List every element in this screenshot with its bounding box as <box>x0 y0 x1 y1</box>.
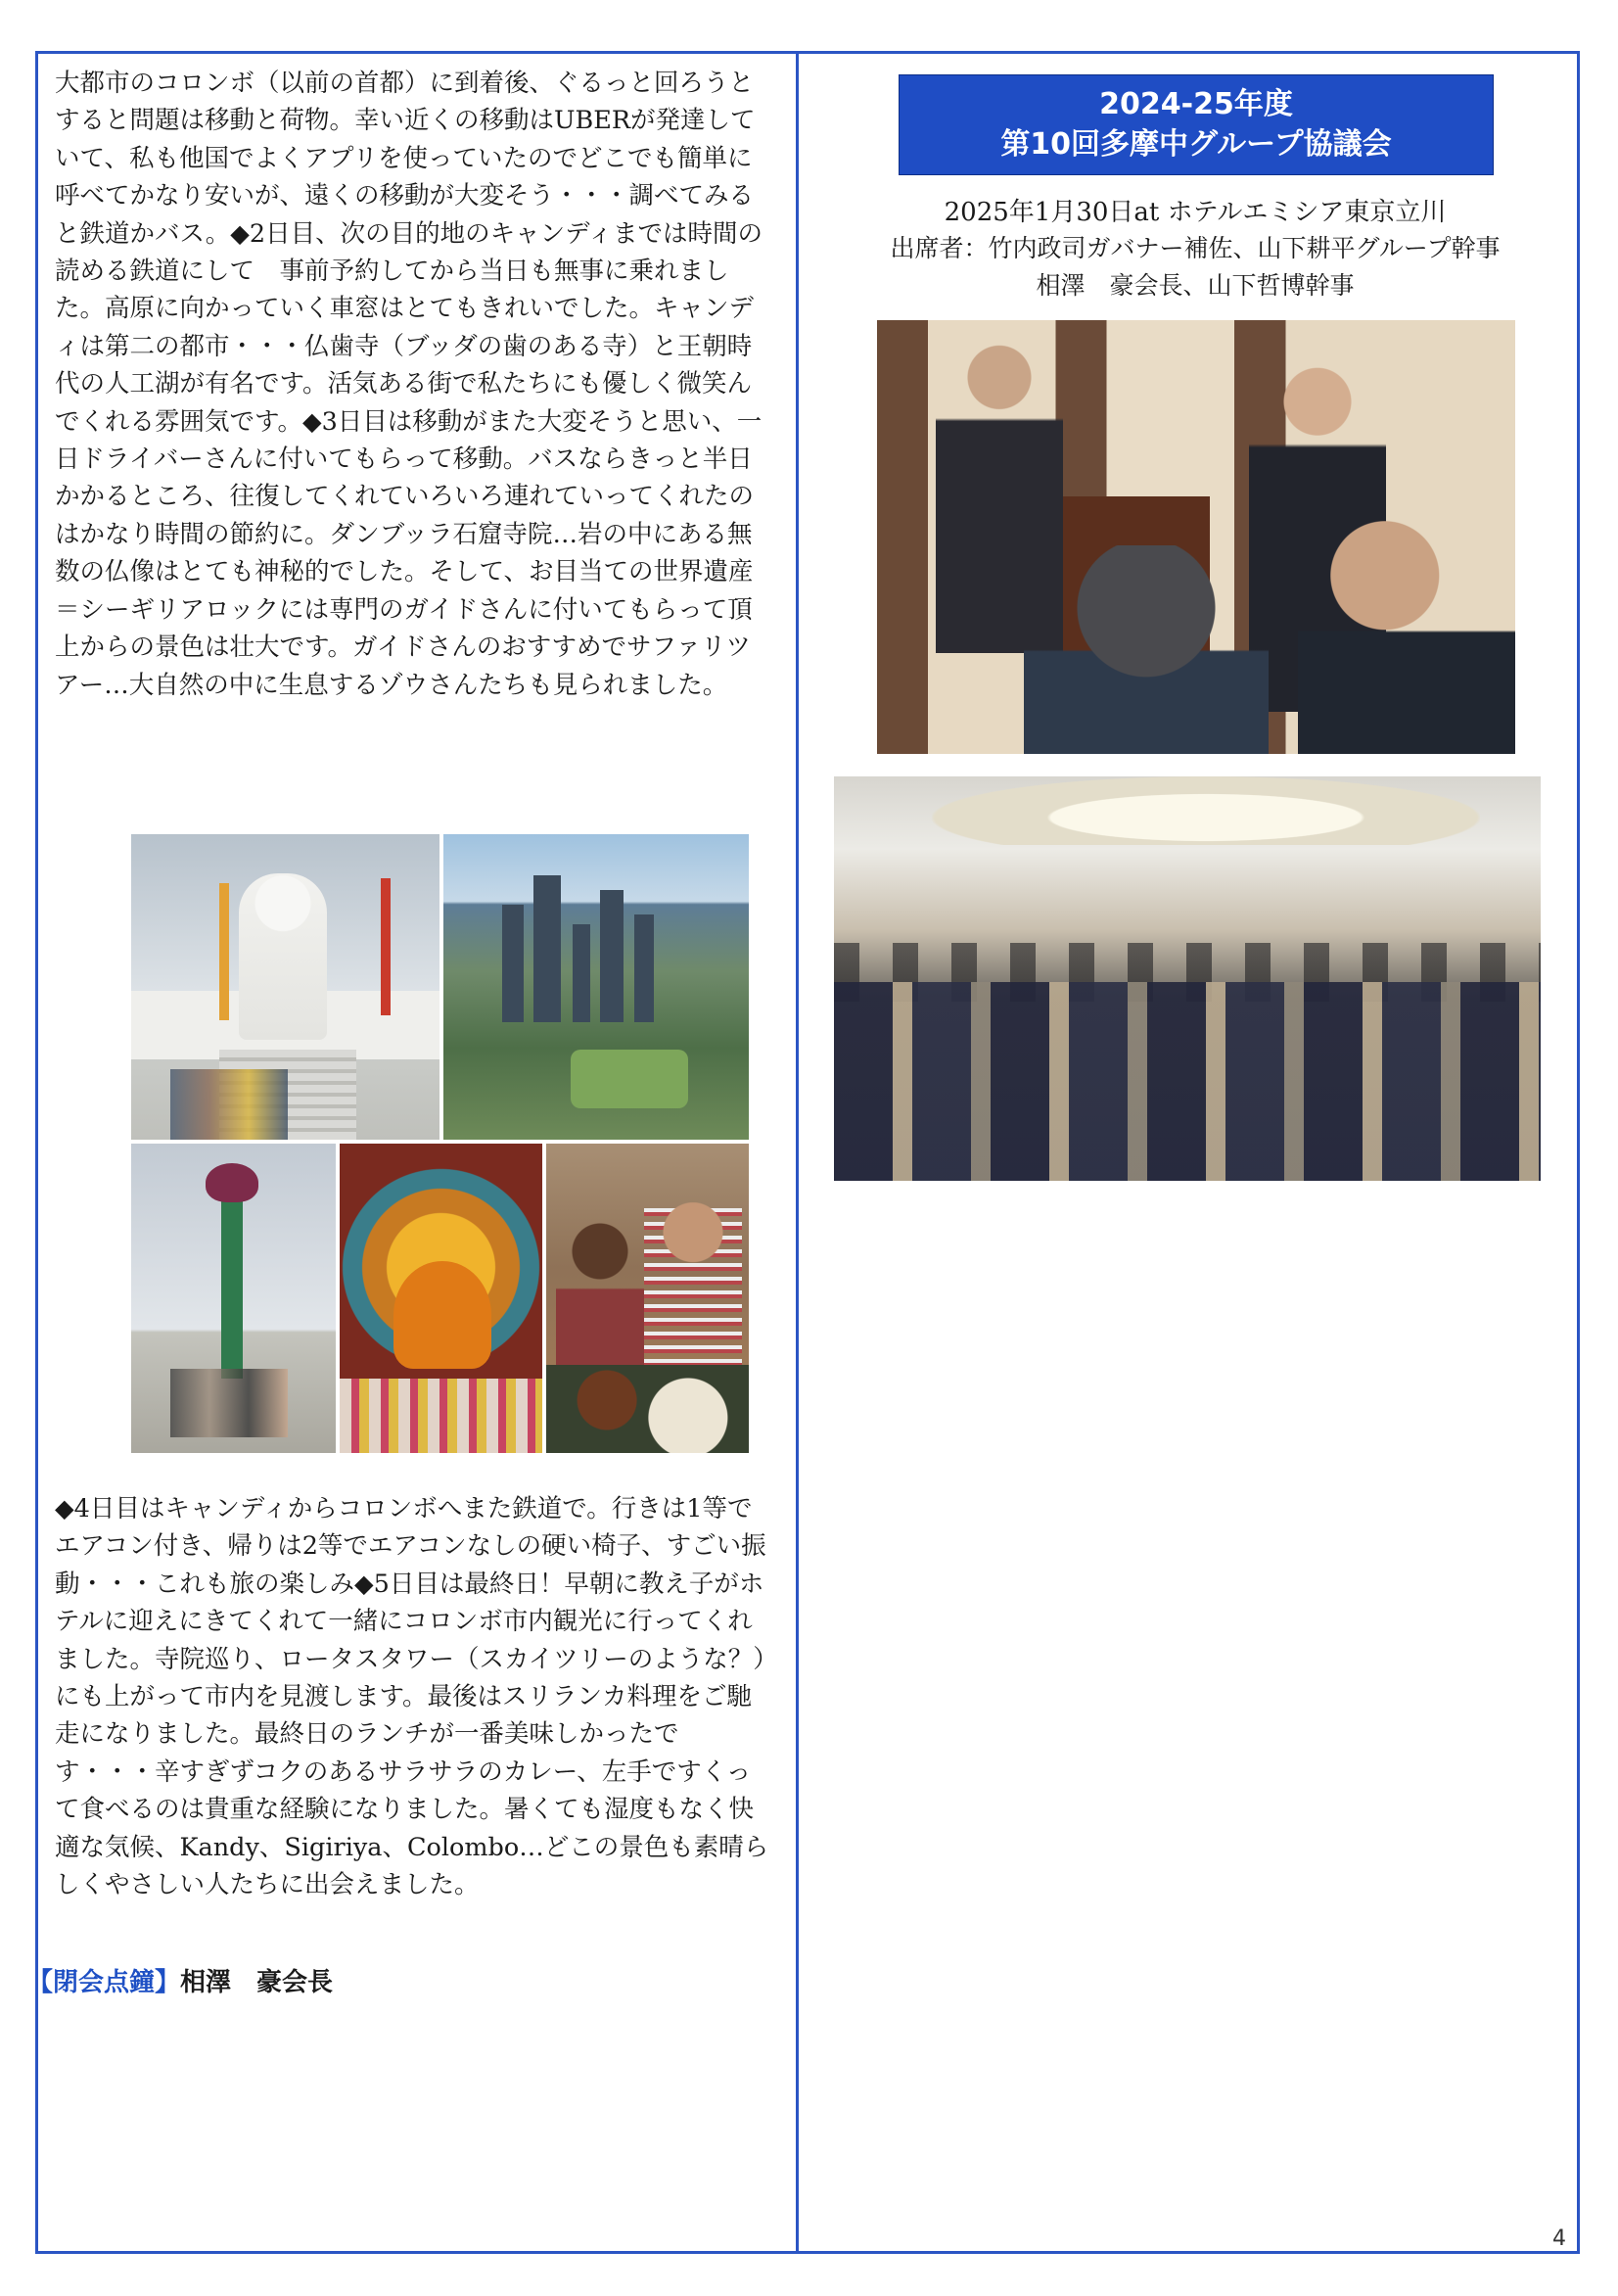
closing-bell-name: 相澤 豪会長 <box>180 1968 334 1997</box>
meeting-date-venue: 2025年1月30日at ホテルエミシア東京立川 <box>944 198 1447 227</box>
closing-bell <box>27 1962 333 1998</box>
photo-colombo-skyline <box>443 834 749 1140</box>
photo-banquet-hall <box>834 776 1541 1181</box>
meeting-banner <box>899 74 1494 175</box>
page-number: 4 <box>1552 2226 1566 2251</box>
banner-title: 第10回多摩中グループ協議会 <box>1000 127 1392 162</box>
photo-bahiravokanda-buddha <box>131 834 439 1140</box>
banner-year: 2024-25年度 <box>1099 87 1293 121</box>
photo-temple-buddha-statue <box>340 1144 542 1453</box>
left-column <box>55 65 769 704</box>
closing-bell-tag: 【閉会点鐘】 <box>27 1968 181 1997</box>
photo-lunch-selfie <box>546 1144 749 1453</box>
travel-paragraph-2: ◆4日目はキャンディからコロンボへまた鉄道で。行きは1等でエアコン付き、帰りは2等でエアコンなしの硬い椅子、すごい振動・・・これも旅の楽しみ◆5日目は最終日！早朝に教え子がホテルに迎えにきてくれて一緒にコロンボ市内観光に行ってくれました。寺院巡り、ロータスタワー（スカイツリーのような？）にも上がって市内を見渡します。最後はスリランカ料理をご馳走になりました。最終日のランチが一番美味しかったです・・・辛すぎずコクのあるサラサラのカレー、左手ですくって食べるのは貴重な経験になりました。暑くても湿度もなく快適な気候、Kandy、Sigiriya、Colombo…どこの景色も素晴らしくやさしい人たちに出会えました。 <box>55 1494 769 1900</box>
travel-paragraph-1: 大都市のコロンボ（以前の首都）に到着後、ぐるっと回ろうとすると問題は移動と荷物。幸い近くの移動はUBERが発達していて、私も他国でよくアプリを使っていたのでどこでも簡単に呼べてかなり安いが、遠くの移動が大変そう・・・調べてみると鉄道かバス。◆2日目、次の目的地のキャンディまでは時間の読める鉄道にして 事前予約してから当日も無事に乗れました。高原に向かっていく車窓はとてもきれいでした。キャンディは第二の都市・・・仏歯寺（ブッダの歯のある寺）と王朝時代の人工湖が有名です。活気ある街で私たちにも優しく微笑んでくれる雰囲気です。◆3日目は移動がまた大変そうと思い、一日ドライバーさんに付いてもらって移動。バスならきっと半日かかるところ、往復してくれていろいろ連れていってくれたのはかなり時間の節約に。ダンブッラ石窟寺院…岩の中にある無数の仏像はとても神秘的でした。そして、お目当ての世界遺産＝シーギリアロックには専門のガイドさんに付いてもらって頂上からの景色は壮大です。ガイドさんのおすすめでサファリツアー…大自然の中に生息するゾウさんたちも見られました。 <box>55 69 763 700</box>
attendees-line-1: 出席者：竹内政司ガバナー補佐、山下耕平グループ幹事 <box>890 234 1501 262</box>
column-divider <box>796 51 799 2254</box>
photo-lotus-tower <box>131 1144 336 1453</box>
attendees-line-2: 相澤 豪会長、山下哲博幹事 <box>1036 271 1355 300</box>
left-column-lower <box>55 1490 769 1903</box>
photo-speakers-stage <box>877 320 1515 754</box>
